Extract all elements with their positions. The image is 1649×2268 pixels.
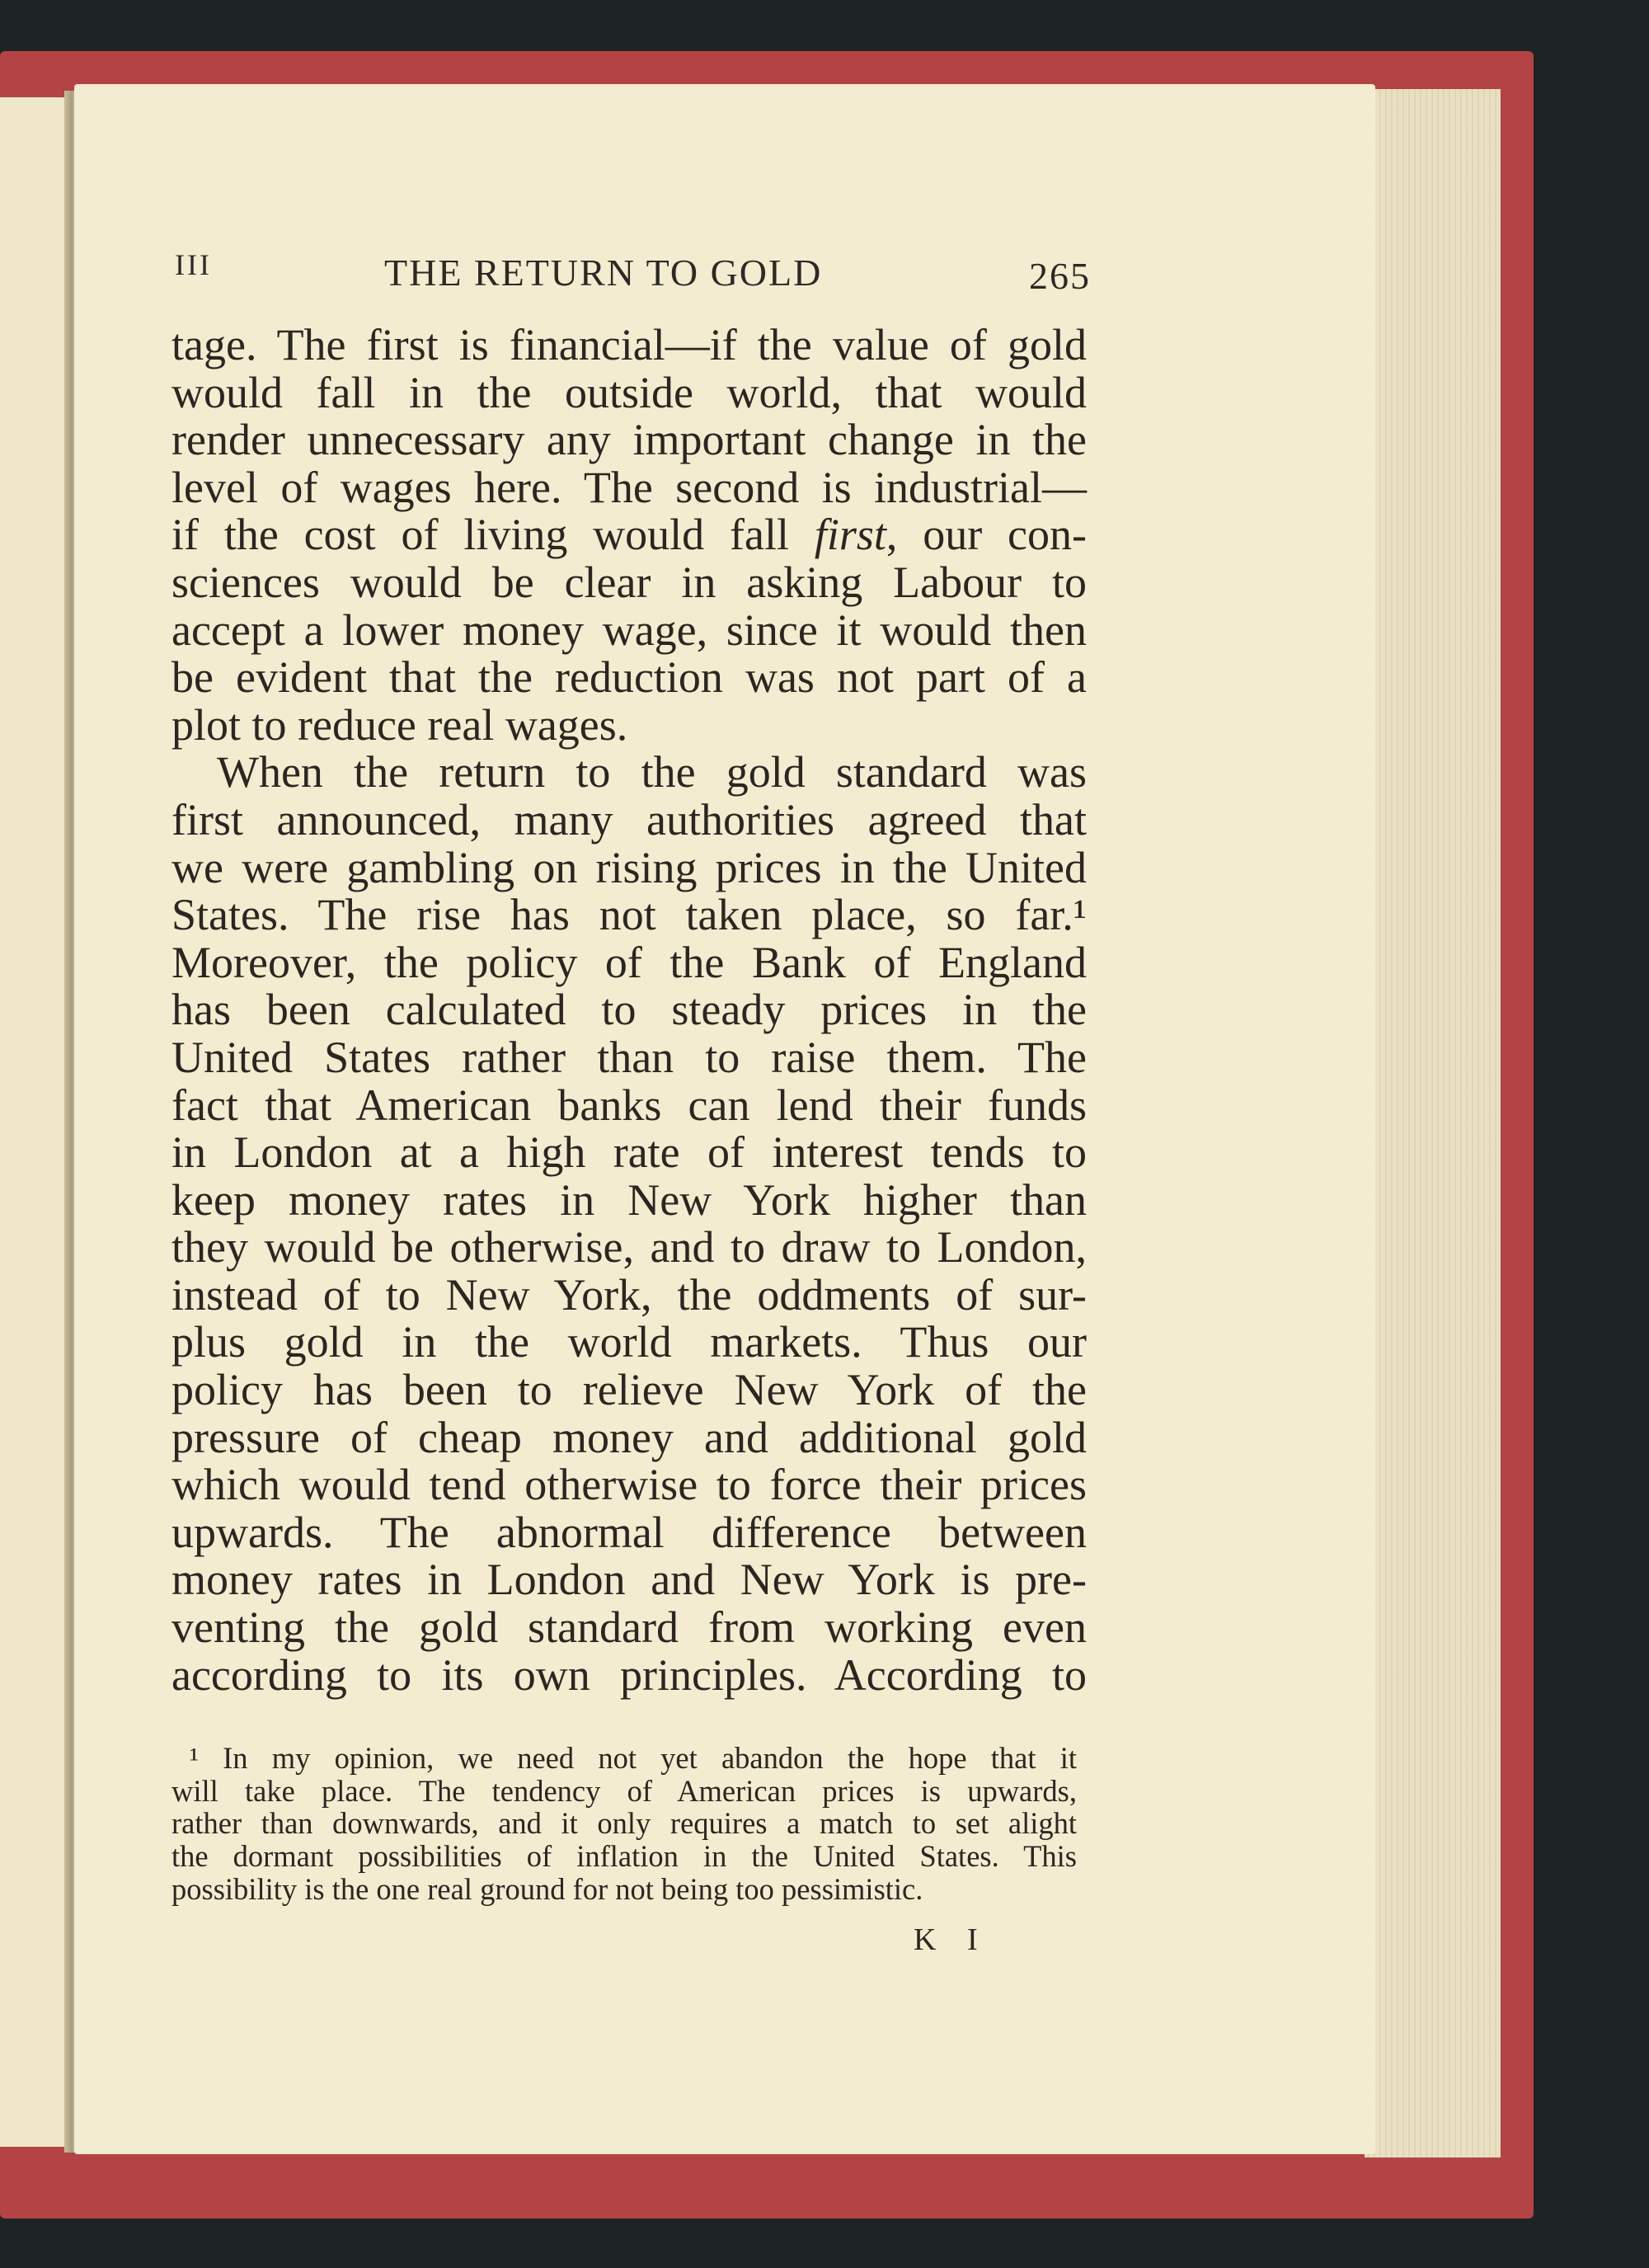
body-line: in London at a high rate of interest tends to xyxy=(171,1127,1087,1178)
chapter-numeral: III xyxy=(175,248,212,281)
body-line: tage. The first is financial—if the value of gold xyxy=(171,320,1087,369)
body-line: upwards. The abnormal difference between xyxy=(171,1507,1087,1557)
footnote xyxy=(171,1742,1077,1905)
body-line: level of wages here. The second is industrial— xyxy=(171,462,1087,512)
body-line: plus gold in the world markets. Thus our xyxy=(171,1317,1087,1367)
body-line: accept a lower money wage, since it would then xyxy=(171,605,1087,655)
body-line: instead of to New York, the oddments of sur- xyxy=(171,1269,1087,1320)
body-line: has been calculated to steady prices in the xyxy=(171,985,1087,1035)
body-line: they would be otherwise, and to draw to London, xyxy=(171,1222,1087,1273)
body-line: United States rather than to raise them. The xyxy=(171,1032,1087,1082)
footnote-line: ¹ In my opinion, we need not yet abandon the hope that it xyxy=(190,1741,1077,1775)
body-line: money rates in London and New York is pre- xyxy=(171,1555,1087,1605)
signature-mark: K I xyxy=(914,1922,989,1957)
footnote-line: possibility is the one real ground for not being too pessimistic. xyxy=(171,1871,923,1906)
body-text xyxy=(171,322,1087,1699)
body-line: plot to reduce real wages. xyxy=(171,699,628,750)
body-line: States. The rise has not taken place, so far.¹ xyxy=(171,890,1087,940)
emphasis: first xyxy=(814,510,886,560)
body-line: pressure of cheap money and additional gold xyxy=(171,1412,1087,1462)
body-line: keep money rates in New York higher than xyxy=(171,1174,1087,1225)
body-line: fact that American banks can lend their funds xyxy=(171,1080,1087,1130)
body-line: we were gambling on rising prices in the United xyxy=(171,842,1087,892)
body-line: venting the gold standard from working even xyxy=(171,1602,1087,1653)
body-line: according to its own principles. According to xyxy=(171,1649,1087,1700)
footnote-line: rather than downwards, and it only requires a match to set alight xyxy=(171,1806,1077,1841)
body-line: which would tend otherwise to force their prices xyxy=(171,1460,1087,1510)
body-line: first announced, many authorities agreed that xyxy=(171,794,1087,845)
body-line: Moreover, the policy of the Bank of England xyxy=(171,937,1087,987)
body-line: sciences would be clear in asking Labour to xyxy=(171,557,1087,607)
body-line: When the return to the gold standard was xyxy=(217,747,1087,798)
facing-page-edge xyxy=(0,97,73,2147)
body-line: be evident that the reduction was not part of a xyxy=(171,652,1087,703)
footnote-line: will take place. The tendency of American prices is upwards, xyxy=(171,1773,1077,1808)
footnote-line: the dormant possibilities of inflation in the United States. This xyxy=(171,1839,1077,1874)
body-line: if the cost of living would fall first, our con- xyxy=(171,510,1088,560)
page-number: 265 xyxy=(1029,255,1091,297)
page-block-edges xyxy=(1365,89,1501,2157)
running-header xyxy=(0,0,1649,330)
body-line: render unnecessary any important change in the xyxy=(171,415,1087,465)
body-line: policy has been to relieve New York of the xyxy=(171,1365,1087,1415)
body-line: would fall in the outside world, that would xyxy=(171,367,1087,417)
running-title: THE RETURN TO GOLD xyxy=(384,252,823,294)
